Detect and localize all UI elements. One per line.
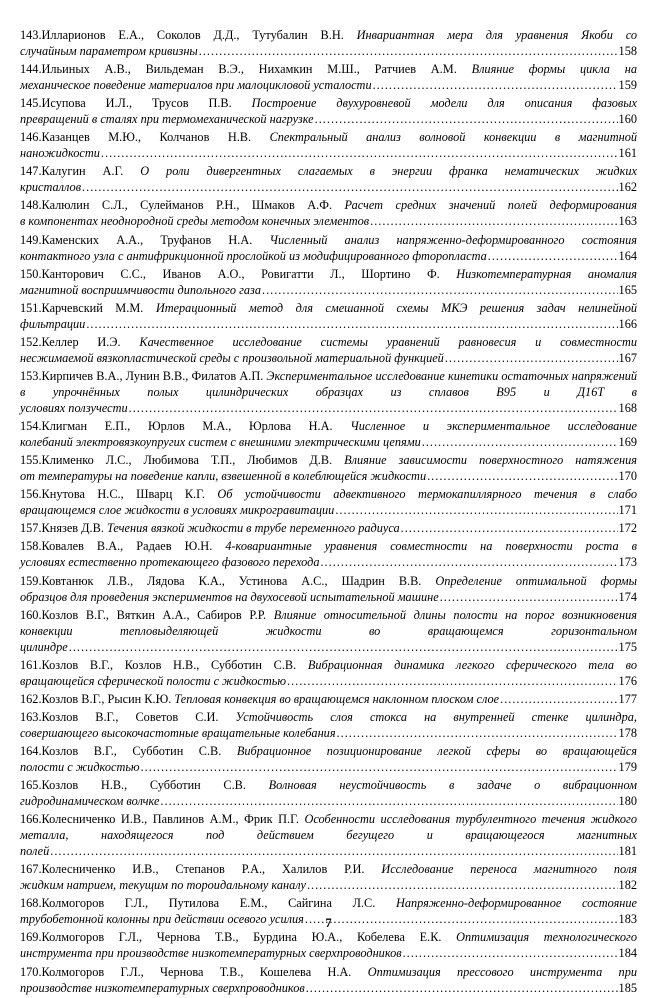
entry-title: Вибрационная динамика легкого сферического тела во: [307, 657, 637, 672]
entry-authors: Калюлин С.Л., Сулейманов Р.Н., Шмаков А.Ф.: [41, 198, 333, 213]
toc-entry: [20, 520, 637, 536]
entry-page: 176: [618, 673, 637, 688]
entry-authors: Ильиных А.В., Вильдеман В.Э., Нихамкин М.Ш., Ратчиев А.М.: [41, 62, 457, 77]
entry-title-end: превращений в сталях при термомеханической нагрузке: [20, 112, 314, 127]
toc-entry: [20, 27, 637, 59]
entry-number: 155.: [20, 453, 42, 468]
dot-leader: [337, 725, 618, 741]
entry-authors: Клименко Л.С., Любимова Т.П., Любимов Д.В.: [41, 453, 333, 468]
dot-leader: [101, 145, 618, 161]
entry-number: 153.: [20, 368, 42, 383]
entry-page: 161: [618, 146, 637, 161]
toc-entry: [20, 197, 637, 229]
entry-authors: Князев Д.В.: [41, 521, 104, 536]
toc-entry: [20, 861, 637, 893]
entry-page: 158: [618, 44, 637, 58]
entry-page: 185: [618, 980, 637, 995]
entry-page: 175: [618, 639, 637, 654]
toc-entry: [20, 486, 637, 518]
toc-entry: [20, 964, 637, 996]
entry-title-end: магнитной восприимчивости дипольного газа: [20, 282, 261, 297]
dot-leader: [306, 980, 618, 996]
entry-authors: Козлов В.Г., Козлов Н.В., Субботин С.В.: [41, 657, 297, 672]
entry-authors: Келлер И.Э.: [41, 334, 121, 349]
entry-number: 163.: [20, 709, 42, 724]
entry-title-end: в компонентах неоднородной среды методом конечных элементов: [20, 214, 370, 229]
entry-title-end: трубобетонной колонны при действии осевого усилия: [20, 912, 304, 927]
entry-page: 160: [618, 112, 637, 127]
toc-entry: [20, 452, 637, 484]
entry-title-end: от температуры на поведение капли, взвешенной в колеблющейся жидкости: [20, 469, 427, 484]
entry-title: Напряженно-деформированное состояние: [395, 896, 637, 911]
entry-number: 146.: [20, 130, 42, 145]
entry-authors: Казанцев М.Ю., Колчанов Н.В.: [41, 130, 252, 145]
entry-page: 163: [618, 214, 637, 229]
toc-entry: [20, 334, 637, 366]
entry-number: 147.: [20, 164, 42, 179]
entry-title-end: механическое поведение материалов при малоцикловой усталости: [20, 78, 372, 93]
entry-page: 177: [618, 691, 637, 706]
entry-page: 174: [618, 589, 637, 604]
toc-entry: [20, 811, 637, 859]
dot-leader: [335, 502, 617, 518]
entry-number: 152.: [20, 334, 42, 349]
entry-authors: Колесниченко И.В., Степанов Р.А., Халилов Р.И.: [41, 862, 365, 877]
entry-authors: Колмогоров Г.Л., Чернова Т.В., Кошелева Н.А.: [41, 964, 352, 979]
dot-leader: [315, 111, 618, 127]
dot-leader: [422, 434, 618, 450]
entry-authors: Колмогоров Г.Л., Чернова Т.В., Бурдина Ю.А., Кобелева Е.К.: [41, 930, 442, 945]
entry-title: Влияние относительной длины полости на порог возникновения конвекции тепловыделяющей жидкости во вращающемся горизонтальном: [20, 607, 637, 638]
entry-title-end: фильтрации: [20, 316, 86, 331]
entry-title: Устойчивость слоя стокса на внутренней стенке цилиндра,: [235, 709, 637, 724]
toc-entry: [20, 777, 637, 809]
dot-leader: [82, 179, 618, 195]
entry-number: 168.: [20, 896, 42, 911]
entry-number: 170.: [20, 964, 42, 979]
entry-authors: Карчевский М.М.: [41, 300, 144, 315]
toc-entry: [20, 538, 637, 570]
entry-page: 180: [618, 794, 637, 809]
entry-authors: Козлов В.Г., Советов С.И.: [41, 709, 219, 724]
entry-number: 148.: [20, 198, 42, 213]
dot-leader: [307, 877, 618, 893]
entry-title: Особенности исследования турбулентного течения жидкого металла, находящегося под действием бегущего и вращающегося магнитных: [20, 812, 637, 843]
entry-page: 172: [618, 521, 637, 536]
dot-leader: [320, 554, 617, 570]
toc-entry: [20, 607, 637, 655]
entry-authors: Калугин А.Г.: [41, 164, 124, 179]
entry-page: 184: [618, 946, 637, 961]
entry-authors: Канторович С.С., Иванов А.О., Ровигатти Л., Шортино Ф.: [41, 266, 440, 281]
toc-entry: [20, 657, 637, 689]
entry-page: 178: [618, 725, 637, 740]
entry-number: 143.: [20, 28, 42, 42]
entry-number: 150.: [20, 266, 42, 281]
entry-page: 166: [618, 316, 637, 331]
dot-leader: [129, 400, 618, 416]
dot-leader: [427, 468, 617, 484]
entry-authors: Козлов В.Г., Субботин С.В.: [41, 743, 222, 758]
entry-number: 145.: [20, 96, 42, 111]
entry-title-end: Тепловая конвекция во вращающемся наклонном плоском слое: [174, 691, 500, 706]
entry-number: 166.: [20, 812, 42, 827]
entry-title: Об устойчивости адвективного термокапиллярного течения в слабо: [217, 487, 637, 502]
dot-leader: [160, 793, 617, 809]
toc-entry: [20, 691, 637, 707]
entry-title: Влияние зависимости поверхностного натяжения: [344, 453, 637, 468]
dot-leader: [373, 77, 618, 93]
entry-title-end: условиях ползучести: [20, 400, 128, 415]
entry-page: 164: [618, 248, 637, 263]
dot-leader: [488, 248, 618, 264]
entry-title-end: полости с жидкостью: [20, 759, 140, 774]
entry-authors: Илларионов Е.А., Соколов Д.Д., Тутубалин В.Н.: [41, 28, 344, 42]
entry-title: Вибрационное позиционирование легкой сферы во вращающейся: [236, 743, 637, 758]
toc-entry: [20, 368, 637, 416]
entry-title: Численное и экспериментальное исследование: [350, 419, 638, 434]
toc-entry: [20, 163, 637, 195]
entry-authors: Кнутова Н.С., Шварц К.Г.: [41, 487, 205, 502]
entry-page: 173: [618, 555, 637, 570]
entry-number: 144.: [20, 62, 42, 77]
entry-authors: Колесниченко И.В., Павлинов А.М., Фрик П.Г.: [41, 812, 299, 827]
entry-page: 168: [618, 400, 637, 415]
entry-title: Инвариантная мера для уравнения Якоби со: [356, 28, 637, 42]
entry-title: Исследование переноса магнитного поля: [381, 862, 637, 877]
entry-page: 183: [618, 912, 637, 927]
entry-page: 179: [618, 759, 637, 774]
table-of-contents: [20, 27, 637, 998]
entry-number: 161.: [20, 657, 42, 672]
toc-entry: [20, 300, 637, 332]
entry-authors: Козлов В.Г., Рысин К.Ю.: [41, 691, 172, 706]
entry-title: Качественное исследование системы уравнений равновесия и совместности: [139, 334, 637, 349]
entry-title: Волновая неустойчивость в задаче о вибрационном: [268, 778, 638, 793]
entry-number: 169.: [20, 930, 42, 945]
toc-entry: [20, 929, 637, 961]
toc-entry: [20, 573, 637, 605]
entry-title: Экспериментальное исследование кинетики остаточных напряжений в упрочнённых полых цилиндрических образцах из сплавов В95 и Д16Т в: [20, 368, 637, 399]
entry-authors: Колмогоров Г.Л., Путилова Е.М., Сайгина Л.С.: [41, 896, 376, 911]
entry-number: 149.: [20, 232, 42, 247]
entry-title: Итерационный метод для смешанной схемы МКЭ решения задач нелинейной: [155, 300, 638, 315]
toc-entry: [20, 232, 637, 264]
entry-number: 159.: [20, 573, 42, 588]
entry-title-end: случайным параметром кривизны: [20, 44, 198, 58]
entry-number: 162.: [20, 691, 42, 706]
entry-title-end: совершающего высокочастотные вращательные колебания: [20, 725, 336, 740]
dot-leader: [199, 43, 618, 59]
entry-page: 162: [618, 180, 637, 195]
dot-leader: [50, 843, 617, 859]
entry-authors: Козлов В.Г., Вяткин А.А., Сабиров Р.Р.: [41, 607, 267, 622]
entry-title-end: колебаний электровязкоупругих систем с внешними электрическими цепями: [20, 435, 421, 450]
toc-entry: [20, 95, 637, 127]
dot-leader: [370, 213, 617, 229]
entry-title-end: кристаллов: [20, 180, 82, 195]
toc-entry: [20, 61, 637, 93]
toc-entry: [20, 266, 637, 298]
entry-page: 170: [618, 469, 637, 484]
toc-entry: [20, 129, 637, 161]
dot-leader: [500, 691, 617, 707]
entry-number: 156.: [20, 487, 42, 502]
entry-authors: Клигман Е.П., Юрлов М.А., Юрлова Н.А.: [41, 419, 333, 434]
entry-page: 181: [618, 844, 637, 859]
dot-leader: [287, 673, 618, 689]
entry-authors: Кирпичев В.А., Лунин В.В., Филатов А.П.: [41, 368, 264, 383]
entry-page: 167: [618, 350, 637, 365]
entry-title: Численный анализ напряженно-деформированного состояния: [269, 232, 637, 247]
dot-leader: [69, 639, 618, 655]
entry-title: 4-ковариантные уравнения совместности на поверхности роста в: [225, 539, 637, 554]
entry-authors: Козлов Н.В., Субботин С.В.: [41, 778, 246, 793]
toc-entry: [20, 418, 637, 450]
entry-title: Построение двухуровневой модели для описания фазовых: [251, 96, 637, 111]
entry-number: 160.: [20, 607, 42, 622]
entry-title: Спектральный анализ волновой конвекции в магнитной: [269, 130, 637, 145]
entry-title: Оптимизация прессового инструмента при: [367, 964, 637, 979]
dot-leader: [440, 589, 618, 605]
entry-title-end: жидким натрием, текущим по тороидальному каналу: [20, 878, 306, 893]
entry-title-end: контактного узла с антифрикционной прослойкой из модифицированного фторопласта: [20, 248, 487, 263]
entry-number: 158.: [20, 539, 42, 554]
entry-title-end: Течения вязкой жидкости в трубе переменного радиуса: [106, 521, 400, 536]
dot-leader: [141, 759, 618, 775]
entry-title: Определение оптимальной формы: [435, 573, 637, 588]
entry-page: 169: [618, 435, 637, 450]
dot-leader: [262, 282, 618, 298]
entry-page: 171: [618, 503, 637, 518]
entry-page: 159: [618, 78, 637, 93]
entry-title-end: производстве низкотемпературных сверхпроводников: [20, 980, 305, 995]
toc-entry: [20, 709, 637, 741]
entry-number: 167.: [20, 862, 42, 877]
entry-authors: Каменских А.А., Труфанов Н.А.: [41, 232, 253, 247]
dot-leader: [403, 945, 618, 961]
dot-leader: [401, 520, 618, 536]
entry-title-end: наножидкости: [20, 146, 100, 161]
entry-title-end: инструмента при производстве низкотемпературных сверхпроводников: [20, 946, 402, 961]
entry-number: 157.: [20, 521, 42, 536]
page-number: 7: [325, 916, 332, 930]
entry-authors: Ковтанюк Л.В., Лядова К.А., Устинова А.С., Шадрин В.В.: [41, 573, 422, 588]
entry-number: 151.: [20, 300, 42, 315]
entry-authors: Ковалев В.А., Радаев Ю.Н.: [41, 539, 213, 554]
entry-title-end: гидродинамическом волчке: [20, 794, 160, 809]
entry-number: 164.: [20, 743, 42, 758]
entry-authors: Исупова И.Л., Трусов П.В.: [41, 96, 232, 111]
dot-leader: [445, 350, 618, 366]
entry-title: Низкотемпературная аномалия: [456, 266, 637, 281]
dot-leader: [86, 316, 617, 332]
entry-title: Расчет средних значений полей деформирования: [344, 198, 637, 213]
entry-title-end: образцов для проведения экспериментов на двухосевой испытательной машине: [20, 589, 439, 604]
entry-title-end: несжимаемой вязкопластической среды с произвольной материальной функцией: [20, 350, 444, 365]
toc-entry: [20, 743, 637, 775]
entry-title-end: вращающейся сферической полости с жидкостью: [20, 673, 286, 688]
entry-title-end: полей: [20, 844, 50, 859]
entry-title-end: цилиндре: [20, 639, 68, 654]
entry-page: 182: [618, 878, 637, 893]
entry-title-end: условиях естественно протекающего фазового перехода: [20, 555, 320, 570]
entry-page: 165: [618, 282, 637, 297]
entry-number: 165.: [20, 778, 42, 793]
entry-title: Влияние формы цикла на: [471, 62, 637, 77]
entry-title: Оптимизация технологического: [456, 930, 637, 945]
entry-number: 154.: [20, 419, 42, 434]
entry-title-end: вращающемся слое жидкости в условиях микрогравитации: [20, 503, 335, 518]
entry-title: О роли дивергентных слагаемых в энергии франка нематических жидких: [140, 164, 638, 179]
